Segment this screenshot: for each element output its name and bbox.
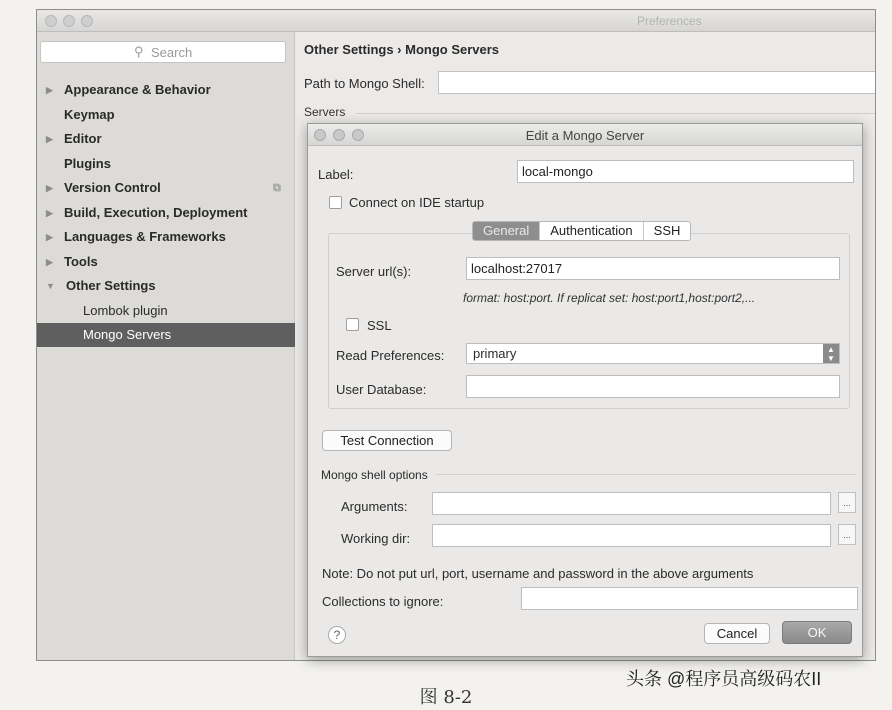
breadcrumb: Other Settings › Mongo Servers [304, 42, 500, 57]
chevron-right-icon[interactable]: ▶ [46, 232, 53, 242]
settings-sidebar [37, 32, 295, 661]
select-arrows-icon[interactable]: ▲ ▼ [823, 344, 839, 363]
label-field-label: Label: [318, 167, 354, 182]
tab-authentication[interactable]: Authentication [540, 222, 643, 240]
sidebar-item-label: Plugins [64, 156, 111, 171]
test-connection-button[interactable]: Test Connection [322, 430, 452, 451]
arguments-input[interactable] [432, 492, 831, 515]
window-title-bar[interactable] [37, 10, 875, 32]
arguments-label: Arguments: [341, 499, 408, 514]
sidebar-item-label: Languages & Frameworks [64, 229, 226, 244]
working-dir-browse-button[interactable]: ... [838, 524, 856, 545]
connect-on-startup-checkbox[interactable] [329, 196, 342, 209]
chevron-right-icon[interactable]: ▶ [46, 257, 53, 267]
server-settings-tabs [472, 221, 691, 241]
sidebar-item-lombok-plugin[interactable] [37, 299, 295, 323]
ssl-label: SSL [367, 318, 392, 333]
sidebar-item-appearance-behavior[interactable] [37, 78, 295, 102]
servers-section-label: Servers [304, 105, 346, 119]
mongo-shell-options-label: Mongo shell options [321, 468, 428, 482]
sidebar-item-label: Lombok plugin [83, 303, 168, 318]
sidebar-item-label: Mongo Servers [83, 327, 172, 342]
read-preferences-select[interactable] [466, 343, 840, 364]
mongo-shell-path-label: Path to Mongo Shell: [304, 76, 425, 91]
sidebar-item-label: Version Control [64, 180, 161, 195]
sidebar-item-label: Editor [64, 131, 102, 146]
arguments-browse-button[interactable]: ... [838, 492, 856, 513]
sidebar-item-version-control[interactable] [37, 176, 295, 200]
sidebar-item-mongo-servers[interactable] [37, 323, 295, 347]
label-input[interactable]: local-mongo [517, 160, 854, 183]
sidebar-item-label: Appearance & Behavior [64, 82, 211, 97]
sidebar-item-build-execution-deployment[interactable] [37, 201, 295, 225]
tab-ssh[interactable]: SSH [653, 223, 681, 238]
mongo-shell-path-input[interactable] [438, 71, 876, 94]
window-title: Preferences [637, 14, 702, 28]
search-icon: ⚲ [134, 44, 144, 59]
help-icon[interactable]: ? [328, 626, 346, 644]
chevron-right-icon[interactable]: ▶ [46, 85, 53, 95]
window-zoom-button[interactable] [81, 15, 93, 27]
sidebar-item-label: Tools [64, 254, 98, 269]
sidebar-item-label: Keymap [64, 107, 115, 122]
servers-divider [356, 113, 876, 114]
dialog-title-bar[interactable] [308, 124, 862, 146]
sidebar-item-tools[interactable] [37, 250, 295, 274]
ok-button[interactable]: OK [782, 621, 852, 644]
watermark: 头条 @程序员高级码农II [626, 669, 822, 689]
chevron-down-icon[interactable]: ▼ [46, 281, 55, 291]
server-url-format-hint: format: host:port. If replicat set: host:port1,host:port2,... [463, 291, 756, 305]
sidebar-item-editor[interactable] [37, 127, 295, 151]
sidebar-item-plugins[interactable] [37, 152, 295, 176]
collections-to-ignore-label: Collections to ignore: [322, 594, 444, 609]
server-url-input[interactable]: localhost:27017 [466, 257, 840, 280]
tab-general[interactable]: General [473, 222, 540, 240]
sidebar-item-keymap[interactable] [37, 103, 295, 127]
copy-icon: ⧉ [273, 182, 281, 194]
chevron-right-icon[interactable]: ▶ [46, 134, 53, 144]
figure-caption: 图 8-2 [419, 687, 473, 708]
sidebar-item-languages-frameworks[interactable] [37, 225, 295, 249]
connect-on-startup-label: Connect on IDE startup [349, 195, 485, 210]
sidebar-item-label: Build, Execution, Deployment [64, 205, 248, 220]
user-database-input[interactable] [466, 375, 840, 398]
window-close-button[interactable] [45, 15, 57, 27]
read-preferences-label: Read Preferences: [336, 348, 445, 363]
window-minimize-button[interactable] [63, 15, 75, 27]
cancel-button[interactable]: Cancel [704, 623, 770, 644]
working-dir-label: Working dir: [341, 531, 411, 546]
ssl-checkbox[interactable] [346, 318, 359, 331]
shell-options-divider [436, 474, 856, 475]
sidebar-item-other-settings[interactable] [37, 274, 295, 298]
chevron-right-icon[interactable]: ▶ [46, 208, 53, 218]
edit-mongo-server-dialog [307, 123, 863, 657]
collections-to-ignore-input[interactable] [521, 587, 858, 610]
settings-search-input[interactable] [40, 41, 286, 63]
search-placeholder: Search [151, 45, 193, 60]
dialog-title: Edit a Mongo Server [525, 128, 645, 143]
server-url-label: Server url(s): [336, 264, 412, 279]
sidebar-item-label: Other Settings [66, 278, 156, 293]
read-preferences-value: primary [473, 346, 517, 361]
arguments-note: Note: Do not put url, port, username and password in the above arguments [322, 566, 754, 581]
chevron-right-icon[interactable]: ▶ [46, 183, 53, 193]
working-dir-input[interactable] [432, 524, 831, 547]
user-database-label: User Database: [336, 382, 427, 397]
